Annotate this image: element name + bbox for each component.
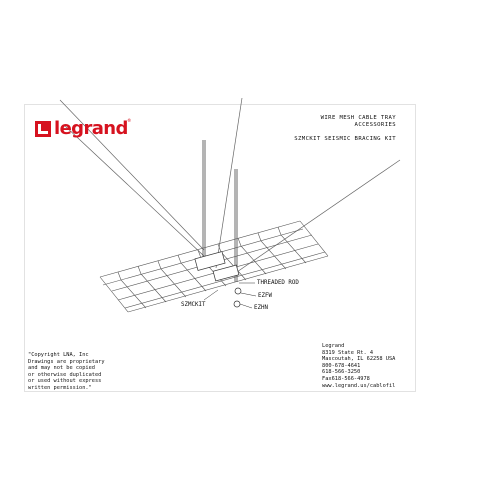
legrand-logo — [35, 118, 131, 140]
legrand-mark-icon — [35, 121, 51, 137]
copyright-line: or used without express — [28, 378, 102, 385]
callout-ezfw: EZFW — [258, 293, 272, 299]
copyright-note — [28, 352, 105, 392]
ezfw-washer — [235, 288, 241, 294]
callout-szmckit: SZMCKIT — [181, 302, 206, 308]
address-line: Legrand — [322, 343, 345, 349]
copyright-line: Drawings are proprietary — [28, 358, 105, 365]
address-line: 800-678-4641 — [322, 362, 361, 369]
address-line: Mascoutah, IL 62258 USA — [322, 356, 396, 363]
copyright-line: or otherwise duplicated — [28, 371, 102, 378]
logo-text: legrand — [54, 118, 128, 139]
leader-line — [241, 293, 256, 296]
address-line: 618-566-3250 — [322, 369, 361, 376]
copyright-line: written permission." — [28, 384, 92, 391]
address-line: Fax618-566-4978 — [322, 375, 370, 382]
registered-mark: ® — [127, 118, 131, 124]
leader-line — [240, 304, 252, 308]
copyright-line: "Copyright LNA, Inc — [28, 352, 89, 358]
company-address — [322, 343, 395, 389]
callout-ezhn: EZHN — [254, 305, 268, 311]
brace-cable — [64, 125, 204, 256]
brace-cable — [216, 98, 242, 268]
address-line[interactable]: www.legrand.us/cablofil — [322, 382, 396, 389]
copyright-line: and may not be copied — [28, 365, 95, 372]
kit-title: SZMCKIT SEISMIC BRACING KIT — [294, 136, 396, 142]
title-line-2: ACCESSORIES — [354, 122, 396, 128]
ezhn-nut — [234, 301, 240, 307]
brace-cable — [234, 160, 400, 274]
leader-line — [204, 290, 218, 300]
address-line: 8319 State Rt. 4 — [322, 349, 374, 356]
callout-threaded-rod: THREADED ROD — [257, 280, 299, 286]
title-block — [294, 115, 396, 143]
title-line-1: WIRE MESH CABLE TRAY — [320, 115, 396, 121]
